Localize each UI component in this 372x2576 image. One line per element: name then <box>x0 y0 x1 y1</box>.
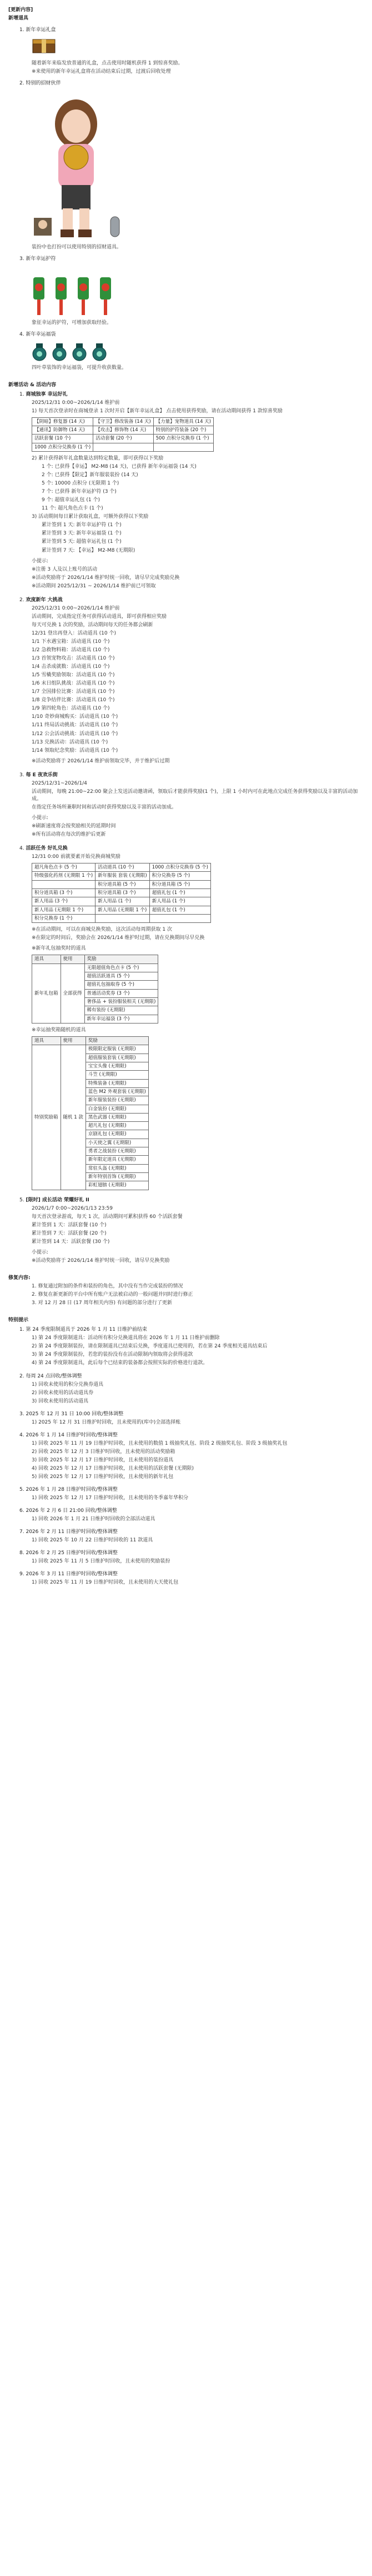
event-1-line: 2) 累计获得新年礼盒数量达到特定数量，即可获得以下奖励 <box>32 456 164 461</box>
lucky-bags-image <box>32 342 364 361</box>
special-block-1: 1. 第 24 季度限制道具于 2026 年 1 月 11 日维护前结束 <box>19 1327 147 1333</box>
reward-line: 2 个: 已获得【限定】新年服装装扮 (14 天) <box>42 472 138 478</box>
random-caption: ※幸运抽奖箱随机的道具 <box>32 1027 86 1033</box>
item-2-title: 特别的招财伙伴 <box>26 81 61 87</box>
special-block-4: 4. 2026 年 1 月 14 日维护时回收/整体调整 <box>19 1432 118 1438</box>
task-line: 1/6 末日组队挑战：活动道具 (10 个) <box>32 681 115 687</box>
note-line: ※活动期间 2025/12/31 ~ 2026/1/14 维护前已可领取 <box>32 583 156 589</box>
box-caption: ※新年礼包抽奖时的道具 <box>32 946 86 952</box>
event-2-no: 2. <box>19 597 24 603</box>
event-1-period: 2025/12/31 0:00~2026/1/14 维护前 <box>32 400 120 406</box>
note-line: ※活动奖励将于 2026/1/14 维护时统一回收，请尽早完成奖励兑换 <box>32 575 180 581</box>
task-line: 1/14 领取纪念奖励：活动道具 (10 个) <box>32 747 118 753</box>
task-line: 1/13 兑换活动：活动道具 (10 个) <box>32 739 108 745</box>
special-line: 5) 回收 2025 年 12 月 17 日维护时回收，且未使用的新年礼包 <box>32 1474 174 1480</box>
amulet-icon <box>32 266 46 316</box>
note-line: ※活动奖励将于 2026/1/14 维护时统一回收，请尽早兑换奖励 <box>32 1257 170 1264</box>
new-items-title: 新增道具 <box>8 16 29 22</box>
event-1-line: 3) 活动期间每日累计获取礼盒，可额外获得以下奖励 <box>32 514 149 520</box>
fix-line: 1. 修复通过附加的条件和装扮的角色，其中没有当作完成装扮的情况 <box>32 1284 183 1290</box>
event-3-line: 活动期间，每晚 21:00~22:00 聚会上发送活动邀请函，领取后才能获得奖励(1 个)，上限 1 小时内可在此地点完成任务获得奖励以及丰富的活动加成。 <box>32 788 358 802</box>
item-4-no: 4. <box>19 332 24 338</box>
special-line: 2) 回收未使用的活动道具券 <box>32 1390 94 1396</box>
item-3-desc: 象征幸运的护符，可增加获取经验。 <box>32 320 112 326</box>
lucky-box-image <box>32 37 364 57</box>
special-block-7: 7. 2026 年 2 月 11 日维护时回收/整体调整 <box>19 1529 118 1535</box>
fixes-title: 修复内容: <box>8 1275 31 1281</box>
amulets-image <box>32 266 364 316</box>
event-5-line: 累计签到 14 天：活跃套餐 (30 个) <box>32 1239 110 1245</box>
item-3 <box>19 256 364 263</box>
lucky-bag-icon <box>32 342 47 361</box>
character-image <box>32 91 364 241</box>
event-3-title: 每 E 夜欢乐街 <box>26 772 58 778</box>
note-line: ※所有活动将在每次的维护后更新 <box>32 832 106 838</box>
event-3 <box>19 772 364 779</box>
special-line: 1) 回收 2025 年 10 月 22 日维护时回收的 11 款道具 <box>32 1537 153 1544</box>
event-5-title: [限时] 成长活动 荣耀好礼 II <box>26 1197 89 1203</box>
special-line: 3) 回收未使用的活动道具 <box>32 1398 89 1404</box>
special-line: 2) 第 24 季度限制装扮，请在限制道具已结束后兑换，季度道具已使用的，若在第 24 季度相关道具结束后 <box>32 1344 268 1350</box>
note-line: 小提示: <box>32 815 49 821</box>
special-block-2: 2. 每周 24 点回收/整体调整 <box>19 1373 82 1379</box>
daily-line: 累计签到 1 天: 新年幸运护符 (1 个) <box>42 522 122 528</box>
special-block-9: 9. 2026 年 3 月 11 日维护时回收/整体调整 <box>19 1571 118 1577</box>
event-3-line: 在指定任务场所兼职时间和活动时获得奖励以及丰富的活动加成。 <box>32 804 177 810</box>
fix-line: 3. 对 12 月 28 日 (17 周年相关内容) 有问题的部分进行了更新 <box>32 1300 172 1306</box>
patch-notes <box>8 0 364 1587</box>
task-line: 12/31 登出再登入：活动道具 (10 个) <box>32 630 116 636</box>
special-block-6: 6. 2026 年 2 月 6 日 21:00 回收/整体调整 <box>19 1508 117 1514</box>
special-line: 1) 回收 2025 年 11 月 5 日维护时回收，且未使用的奖励装扮 <box>32 1559 170 1565</box>
task-line: 1/1 下水遇宝箱：活动道具 (10 个) <box>32 638 110 645</box>
amulet-icon <box>76 266 91 316</box>
event-4-period: 12/31 0:00 前就要素开始兑换商城奖励 <box>32 854 120 860</box>
note-line: 小提示: <box>32 558 49 564</box>
daily-line: 累计签到 7 天: 【幸运】 M2-M8 (无期限) <box>42 547 135 553</box>
special-line: 4) 第 24 季度限制道具，此后每个已结束的装备都会按照实际的价格进行退款。 <box>32 1360 208 1366</box>
item-3-no: 3. <box>19 256 24 262</box>
note-line: ※活动奖励将于 2026/1/14 维护前领取完毕，并于维护后过期 <box>32 758 170 764</box>
event-4-title: 活跃任务 好礼兑换 <box>26 846 68 852</box>
event-5 <box>19 1197 364 1204</box>
item-4-desc: 四叶草装饰的幸运福袋，可提升收获数量。 <box>32 365 127 371</box>
item-2-desc: 装扮中也打扮可以使用特别的招财道具。 <box>32 244 122 251</box>
event-5-no: 5. <box>19 1197 24 1203</box>
exchange-shop-table: 超凡角色点卡 (5 个) 活动道具 (10 个) 1000 点积分兑换券 (5 个) 特级强化药剂 (无期限 1 个) 新年服装 套装 (无期限) 积分兑换券 (5 个) 积分道具箱 (5 个) 积分道具箱 (5 个) 积分道具箱 (3 个) 积分道具箱 (3 个) 超值礼包 (1 个) 新人用品 (3 个) 新人用品 (1 个) 新人用品 (1 个) 新人用品 (无期限 1 个) 新人用品 (无期限 1 个) 超值礼包 (1 个) 积分兑换券 (1 个) <box>32 863 211 923</box>
fix-line: 2. 修复在新更新的平台中所有账户无法被启动的一般问题并同时进行修正 <box>32 1292 193 1298</box>
item-1 <box>19 27 364 34</box>
task-line: 1/8 竞争结伴比赛：活动道具 (10 个) <box>32 697 115 703</box>
random-box-table: 道具 使用 奖励 特别奖励箱 随机 1 款 极限限定服装 (无期限) 超值服装套装 (无期限) 宝宝头像 (无期限) 斗笠 (无期限) 特殊装备 (无期限) 蓝色 M2 外观套装 (无期限) 新年服装装扮 (无期限) 白金装扮 (无期限) 黑色武器 (无期限) 超凡礼包 (无期限) 京剧礼包 (无期限) 小天使之翼 (无期限) 勇者之战装扮 (无期限) 新年限定道具 (无期限) 常驻头盔 (无期限) 新年特别首饰 (无期限) 彩虹翅膀 (无期限) <box>32 1036 149 1190</box>
special-line: 1) 回收 2025 年 12 月 17 日维护时回收，且未使用的冬季嘉年华积分 <box>32 1495 189 1501</box>
item-1-title: 新年幸运礼盒 <box>26 27 56 33</box>
event-2-period: 2025/12/31 0:00~2026/1/14 维护前 <box>32 605 120 611</box>
lucky-bag-icon <box>92 342 107 361</box>
lucky-bag-icon <box>72 342 87 361</box>
reward-line: 7 个: 已获得 新年幸运护符 (3 个) <box>42 489 117 495</box>
item-2 <box>19 80 364 87</box>
special-title: 特别提示 <box>8 1317 29 1324</box>
lucky-bag-icon <box>52 342 67 361</box>
note-line: ※刷新速度将会按奖励相关的延期时间 <box>32 823 116 829</box>
special-block-8: 8. 2026 年 2 月 25 日维护时回收/整体调整 <box>19 1550 118 1556</box>
special-line: 3) 第 24 季度限制装扮，若您的装扮没有在活动限制内领取将会获得退款 <box>32 1352 193 1358</box>
note-line: ※注册 3 人及以上账号的活动 <box>32 566 97 572</box>
event-1-line: 1) 每天首次登录时在商城登录 1 次时开启【新年幸运礼盒】 点击使用获得奖励，请在活动期间获得 1 款惊喜奖励 <box>32 408 283 414</box>
item-3-title: 新年幸运护符 <box>26 256 56 262</box>
task-line: 1/10 奇妙商城购买：活动道具 (10 个) <box>32 714 118 720</box>
event-5-line: 每天首次登录游戏，每天 1 次，活动期间可累积获得 60 个活跃套餐 <box>32 1214 183 1220</box>
reward-line: 9 个: 超值幸运礼包 (1 个) <box>42 497 100 503</box>
note-line: ※在限定的时间后，奖励会在 2026/1/14 维护时过期，请在兑换期间尽早兑换 <box>32 935 205 941</box>
special-line: 1) 回收 2025 年 11 月 19 日维护时回收，且未使用的大天使礼包 <box>32 1580 179 1586</box>
item-4-title: 新年幸运福袋 <box>26 332 56 338</box>
task-line: 1/11 终局活动挑战：活动道具 (10 个) <box>32 722 118 728</box>
task-line: 1/4 击杀成就数：活动道具 (10 个) <box>32 664 110 670</box>
special-line: 1) 回收未使用的积分兑换券道具 <box>32 1381 104 1387</box>
amulet-icon <box>98 266 113 316</box>
task-line: 1/9 第四轮角色：活动道具 (10 个) <box>32 706 110 712</box>
event-5-line: 累计签到 7 天：活跃套餐 (20 个) <box>32 1230 107 1236</box>
task-line: 1/2 急救物料箱：活动道具 (10 个) <box>32 647 110 653</box>
daily-line: 累计签到 5 天: 超值幸运礼包 (1 个) <box>42 539 122 545</box>
event-1-no: 1. <box>19 391 24 397</box>
item-4 <box>19 331 364 338</box>
special-line: 1) 2025 年 12 月 31 日维护时回收，且未使用的(库中)全部选择账 <box>32 1419 181 1425</box>
item-1-desc: 随着新年来临发放普通的礼盒，点击使用时随机获得 1 到惊喜奖励。 <box>32 61 183 67</box>
special-block-3: 3. 2025 年 12 月 31 日 10:00 回收/整体调整 <box>19 1411 124 1417</box>
small-character-icon <box>32 216 54 238</box>
reward-line: 11 个: 超凡角色点卡 (1 个) <box>42 506 103 512</box>
special-line: 2) 回收 2025 年 12 月 3 日维护时回收，且未使用的活动奖励箱 <box>32 1449 175 1455</box>
special-line: 3) 回收 2025 年 12 月 17 日维护时回收，且未使用的装扮道具 <box>32 1457 174 1463</box>
event-2 <box>19 597 364 604</box>
note-line: 小提示: <box>32 1249 49 1255</box>
item-2-no: 2. <box>19 81 24 87</box>
capsule-icon <box>109 216 120 238</box>
item-1-no: 1. <box>19 27 24 33</box>
task-line: 1/7 全国排位比赛：活动道具 (10 个) <box>32 689 115 695</box>
event-2-line: 活动期间，完成指定任务可获得活动道具，即可获得相应奖励 <box>32 613 167 620</box>
event-3-period: 2025/12/31~2026/1/4 <box>32 780 87 786</box>
new-year-box-table: 道具 使用 奖励 新年礼包箱 全部获得 无限超值角色点卡 (5 个) 超值活跃道具 (5 个) 超值礼包抽取券 (5 个) 普通活动奖券 (3 个) 奢侈品 + 装扮服装相关 (无期限) 稀有装扮 (无期限) 新年幸运福袋 (3 个) <box>32 955 158 1024</box>
event-4-no: 4. <box>19 846 24 852</box>
special-line: 1) 回收 2026 年 1 月 21 日维护时回收的全部活动道具 <box>32 1516 155 1522</box>
event-1 <box>19 391 364 398</box>
event-4 <box>19 845 364 852</box>
daily-line: 累计签到 3 天: 新年幸运福袋 (1 个) <box>42 531 122 537</box>
event-3-no: 3. <box>19 772 24 778</box>
update-title: [更新内容] <box>8 7 33 13</box>
special-line: 4) 回收 2025 年 12 月 17 日维护时回收，且未使用的活跃套餐 (无期限) <box>32 1465 194 1471</box>
task-line: 1/5 雪橇奖励领取：活动道具 (10 个) <box>32 672 115 678</box>
special-line: 1) 第 24 季度限制道具：活动所有积分兑换道具将在 2026 年 1 月 11 日维护前删除 <box>32 1335 220 1341</box>
event-5-line: 累计签到 1 天：活跃套餐 (10 个) <box>32 1222 107 1228</box>
event-5-period: 2026/1/7 0:00~2026/1/13 23:59 <box>32 1205 113 1211</box>
events-title: 新增活动 & 活动内容 <box>8 382 57 388</box>
item-1-note: ※来使用的新年幸运礼盒将在活动结束后过期，过渡后回收处理 <box>32 69 171 75</box>
task-line: 1/12 公会活动挑战：活动道具 (10 个) <box>32 731 118 737</box>
event-1-title: 商城独享 幸运好礼 <box>26 391 68 397</box>
amulet-icon <box>54 266 68 316</box>
event-1-reward-table: 【阴暗】修复器 (14 天) 【守卫】修改装备 (14 天) 【力量】宠物道具 (14 天) 【通讯】防御物 (14 天) 【攻击】修饰物 (14 天) 特别的护符装备 (20 个) 活跃套餐 (10 个) 活动套餐 (20 个) 500 点积分兑换券 (1 个) 1000 点积分兑换券 (1 个) <box>32 417 214 452</box>
special-block-5: 5. 2026 年 1 月 28 日维护时回收/整体调整 <box>19 1487 118 1493</box>
event-2-line: 每天可兑换 1 次的奖励，活动期间每天的任务都会刷新 <box>32 622 153 628</box>
reward-line: 5 个: 10000 点积分 (无限期 1 个) <box>42 481 119 487</box>
task-line: 1/3 首领宠物攻击：活动道具 (10 个) <box>32 656 115 662</box>
reward-line: 1 个: 已获得【幸运】 M2-M8 (14 天)，已获得 新年幸运福袋 (14 天) <box>42 464 197 470</box>
note-line: ※在活动期间，可以在商城兑换奖励，这次活动每周期获取 1 次 <box>32 927 172 933</box>
special-line: 1) 回收 2025 年 11 月 19 日维护时回收，且未使用的数值 1 级抽奖礼包、阶段 2 级抽奖礼包、阶段 3 级抽奖礼包 <box>32 1440 288 1446</box>
event-2-title: 欢度新年 大挑战 <box>26 597 63 603</box>
